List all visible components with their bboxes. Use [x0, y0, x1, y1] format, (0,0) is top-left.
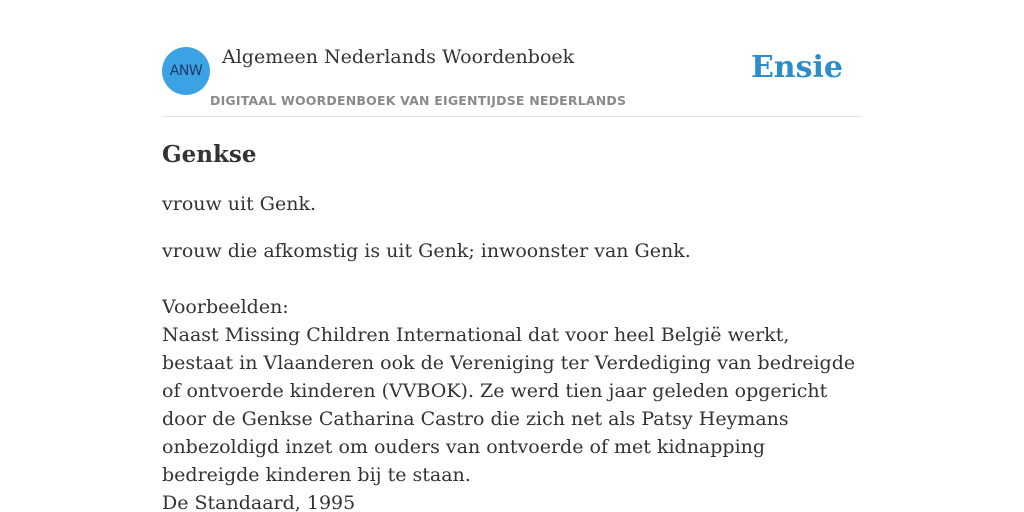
site-subtitle: DIGITAAL WOORDENBOEK VAN EIGENTIJDSE NEDERLANDS: [210, 93, 627, 108]
long-definition: vrouw die afkomstig is uit Genk; inwoonster van Genk.: [162, 240, 691, 262]
site-header: [162, 0, 862, 117]
example-text: Naast Missing Children International dat voor heel België werkt, bestaat in Vlaanderen ook de Vereniging ter Verdediging van bedreigde of ontvoerde kinderen (VVBOK). Ze werd tien jaar geleden opgericht door de Genkse Catharina Castro die zich net als Patsy Heymans onbezoldigd inzet om ouders van ontvoerde of met kidnapping bedreigde kinderen bij te staan.: [162, 324, 856, 486]
headword: Genkse: [162, 141, 257, 168]
anw-logo[interactable]: [162, 47, 210, 95]
entry-content: [162, 138, 862, 512]
logo-text: ANW: [169, 63, 203, 79]
ensie-brand-logo[interactable]: Ensie: [750, 50, 843, 85]
examples-label: Voorbeelden:: [162, 296, 289, 318]
short-definition: vrouw uit Genk.: [162, 193, 316, 215]
site-title[interactable]: Algemeen Nederlands Woordenboek: [222, 46, 575, 68]
example-source: De Standaard, 1995: [162, 492, 356, 512]
examples-section: [162, 293, 862, 512]
